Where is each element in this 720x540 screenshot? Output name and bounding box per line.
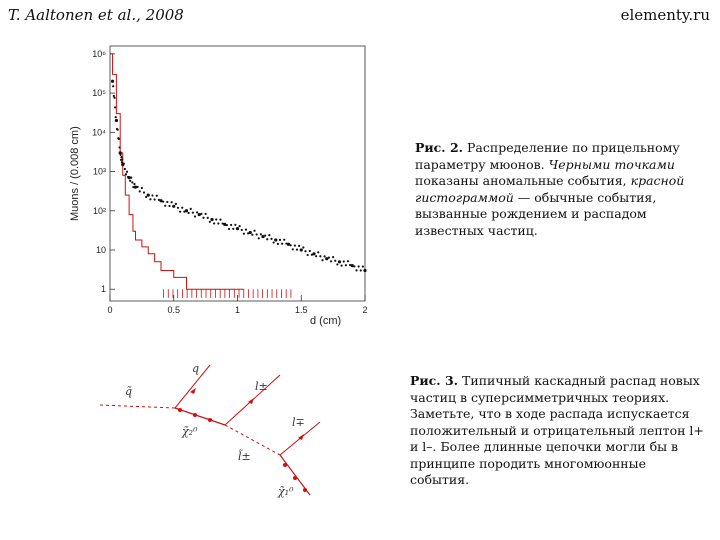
figure3-caption (410, 373, 705, 489)
figure2-caption (415, 140, 685, 239)
arrow-markers (190, 388, 304, 440)
black-data-point (266, 238, 268, 240)
black-data-point (207, 217, 209, 219)
black-data-point (179, 211, 181, 213)
x-tick-label: 0 (107, 305, 113, 315)
slepton-line (225, 425, 280, 455)
black-data-point (307, 254, 309, 256)
black-data-point (234, 224, 236, 226)
black-data-point (247, 232, 249, 234)
black-data-point (192, 212, 194, 214)
black-data-point (315, 255, 317, 257)
black-data-point (353, 265, 355, 267)
black-data-point (281, 243, 283, 245)
black-data-point (141, 187, 143, 189)
site-name: elementy.ru (620, 6, 710, 24)
black-data-point (345, 264, 347, 266)
black-data-point (181, 207, 183, 209)
fig3-text: Типичный каскадный распад новых частиц в суперсимметричных теориях. Заметьте, что в ходе распада испускается положительный и отрицательный лептон l+ и l–. Более длинные цепочки могли бы в принципе породить многомюонные события. (410, 373, 704, 487)
black-data-point (133, 183, 135, 185)
x-axis-label: d (cm) (310, 315, 342, 327)
black-data-point (273, 241, 275, 243)
black-data-point (292, 248, 294, 250)
black-data-point (360, 269, 362, 271)
label-lepton1: l± (255, 380, 268, 393)
black-data-point (164, 205, 166, 207)
black-data-point (196, 211, 198, 213)
black-data-point (311, 254, 313, 256)
black-data-point (219, 219, 221, 221)
y-tick-label: 10 (95, 245, 106, 255)
black-data-point (111, 80, 114, 83)
black-data-point (274, 238, 277, 241)
black-data-point (120, 156, 122, 158)
fig2-italic1: Черными точками (548, 156, 675, 172)
black-data-point (270, 238, 272, 240)
black-data-point (117, 129, 119, 131)
label-quark-out: q (192, 362, 200, 375)
black-data-point (241, 229, 243, 231)
black-data-point (129, 180, 131, 182)
red-histogram (110, 54, 291, 298)
black-data-point (115, 119, 118, 122)
black-data-point (131, 181, 133, 183)
black-data-point (143, 191, 145, 193)
label-slepton: l̃± (238, 450, 251, 463)
fig3-title: Рис. 3. (410, 373, 459, 388)
black-data-point (298, 245, 300, 247)
black-data-point (205, 213, 207, 215)
black-data-point (132, 186, 134, 188)
black-data-point (213, 222, 215, 224)
black-data-point (127, 176, 129, 178)
black-data-point (230, 224, 232, 226)
black-data-point (120, 154, 122, 156)
y-tick-label: 10⁶ (92, 48, 106, 59)
black-data-point (188, 212, 190, 214)
black-data-point (358, 265, 360, 267)
black-data-point (341, 264, 343, 266)
black-data-point (363, 269, 366, 272)
black-data-point (336, 263, 338, 265)
black-data-point (147, 194, 150, 197)
black-data-point (145, 196, 147, 198)
black-data-point (245, 229, 247, 231)
black-data-point (139, 190, 141, 192)
plot-frame (110, 46, 365, 301)
muon-distribution-chart (60, 36, 390, 336)
black-data-point (264, 234, 266, 236)
black-data-point (236, 227, 239, 230)
black-data-point (130, 177, 132, 179)
citation: T. Aaltonen et al., 2008 (8, 6, 184, 24)
black-data-point (251, 234, 253, 236)
black-data-point (258, 237, 260, 239)
fig2-text2: показаны аномальные события, (415, 173, 631, 188)
black-data-point (118, 138, 120, 140)
black-data-point (330, 260, 332, 262)
black-data-point (228, 228, 230, 230)
black-data-point (121, 161, 123, 163)
black-data-point (347, 260, 349, 262)
black-data-point (300, 248, 303, 251)
fig2-text1: Распределение по прицельному параметру мюонов. (415, 140, 680, 172)
black-data-point (175, 203, 177, 205)
label-chi1: χ̃₁⁰ (278, 485, 294, 498)
black-data-point (304, 250, 306, 252)
label-lepton2: l∓ (292, 416, 305, 429)
black-data-point (171, 201, 173, 203)
cascade-decay-diagram (100, 350, 350, 540)
chi2-line (175, 408, 225, 425)
red-histogram-line (110, 54, 244, 289)
y-axis-ticks (92, 49, 115, 294)
black-data-point (215, 218, 217, 220)
black-data-point (177, 207, 179, 209)
black-data-point (285, 242, 287, 244)
x-tick-label: 0.5 (167, 305, 181, 315)
black-data-point (126, 171, 128, 173)
black-data-point (226, 224, 228, 226)
y-tick-label: 10⁴ (92, 127, 106, 138)
black-data-point (149, 198, 151, 200)
black-data-point (125, 173, 127, 175)
y-tick-label: 10⁵ (92, 88, 106, 99)
black-data-point (290, 244, 292, 246)
fig2-title: Рис. 2. (415, 140, 464, 155)
black-data-point (112, 85, 114, 87)
black-data-point (294, 244, 296, 246)
black-data-point (328, 257, 330, 259)
black-data-point (113, 97, 115, 99)
black-data-point (321, 259, 323, 261)
black-data-point (232, 228, 234, 230)
black-data-point (296, 249, 298, 251)
label-squark: q̃ (125, 385, 133, 398)
black-data-point (114, 106, 116, 108)
black-data-point (210, 218, 213, 221)
black-data-point (343, 260, 345, 262)
black-data-point (362, 265, 364, 267)
black-data-point (334, 260, 336, 262)
black-data-point (222, 222, 224, 224)
black-data-point (124, 168, 126, 170)
black-data-point (332, 256, 334, 258)
black-data-point (279, 239, 281, 241)
black-data-point (151, 194, 153, 196)
black-data-point (172, 205, 175, 208)
black-data-point (268, 234, 270, 236)
black-data-point (162, 201, 164, 203)
black-data-point (277, 243, 279, 245)
black-data-point (194, 215, 196, 217)
black-data-point (118, 146, 120, 148)
black-data-point (217, 222, 219, 224)
black-data-point (158, 199, 160, 201)
black-data-point (283, 239, 285, 241)
y-tick-label: 1 (100, 284, 106, 295)
black-data-point (115, 116, 117, 118)
x-tick-label: 1 (234, 305, 241, 315)
black-data-point (209, 221, 211, 223)
y-tick-label: 10² (92, 205, 106, 216)
fig2-text3: — обычные события, вызванные рождением и распадом известных частиц. (415, 189, 657, 238)
label-chi2: χ̃₂⁰ (182, 425, 198, 438)
black-data-point (260, 233, 262, 235)
black-data-point (121, 158, 123, 160)
black-data-point (253, 230, 255, 232)
black-data-point (309, 250, 311, 252)
black-data-point (349, 264, 351, 266)
black-data-point (302, 246, 304, 248)
black-data-point (317, 251, 319, 253)
black-data-point (256, 233, 258, 235)
black-data-point (239, 225, 241, 227)
x-tick-label: 2 (362, 305, 368, 315)
black-data-point (166, 201, 168, 203)
black-data-point (243, 233, 245, 235)
y-axis-label: Muons / (0.008 cm) (69, 126, 81, 221)
black-data-point (190, 208, 192, 210)
black-data-point (324, 255, 326, 257)
y-tick-label: 10³ (92, 166, 106, 177)
black-data-point (154, 198, 156, 200)
squark-line (100, 405, 175, 408)
black-data-point (338, 260, 341, 263)
black-points (111, 80, 367, 272)
black-data-point (168, 205, 170, 207)
black-data-point (156, 195, 158, 197)
x-tick-label: 1.5 (294, 305, 308, 315)
black-data-point (137, 186, 139, 188)
black-data-point (319, 255, 321, 257)
black-data-point (202, 217, 204, 219)
black-data-point (200, 213, 202, 215)
black-data-point (123, 163, 125, 165)
black-data-point (183, 210, 185, 212)
fig2-italic2: красной гистограммой (415, 173, 685, 205)
black-data-point (355, 269, 357, 271)
x-axis-ticks (107, 295, 367, 315)
